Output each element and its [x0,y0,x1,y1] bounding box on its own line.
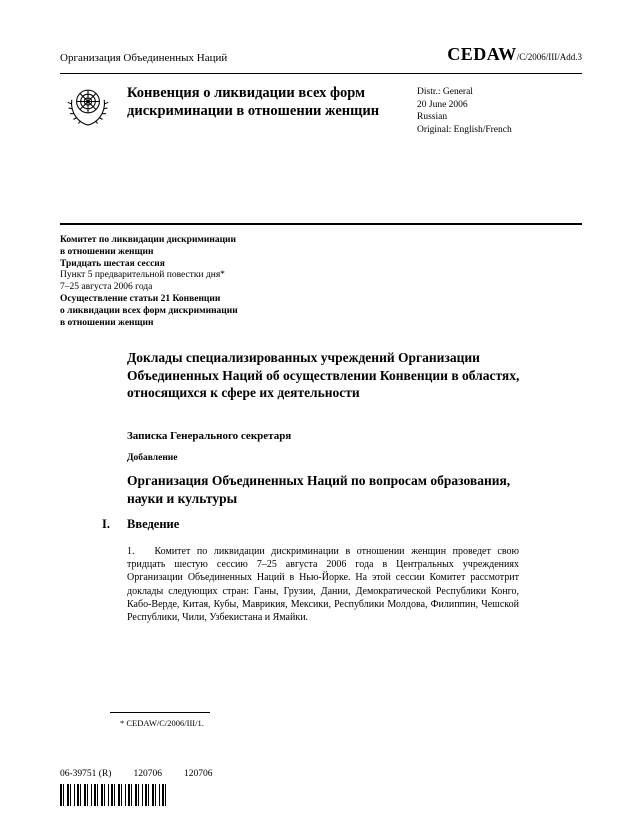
agenda-title-line3: в отношении женщин [60,317,154,328]
agenda-item: Пункт 5 предварительной повестки дня* [60,270,225,281]
paragraph-text: Комитет по ликвидации дискриминации в отношении женщин проведет свою тридцать шестую сессию 7–25 августа 2006 года в Центральных учреждениях Организации Объединенных Наций в Нью-Йорке. На этой сессии Комитет рассмотрит доклады следующих стран: Ганы, Грузии, Дании, Демократической Республики Конго, Кабо-Верде, Китая, Кубы, Маврикия, Мексики, Республики Молдова, Филиппин, Чешской Республики, Чили, Узбекистана и Ямайки. [127,546,519,624]
committee-name-line1: Комитет по ликвидации дискриминации [60,235,237,245]
footer-doc-number: 06-39751 (R) [60,769,112,779]
agenda-title-line2: о ликвидации всех форм дискриминации [60,305,238,316]
language-line: Russian [417,112,448,122]
committee-name-line2: в отношении женщин [60,246,154,257]
addendum-label: Добавление [127,453,178,463]
footer-code-1: 120706 [133,769,162,779]
distr-block [417,86,512,136]
barcode [60,784,168,806]
masthead-rule [60,223,582,225]
convention-title: Конвенция о ликвидации всех форм дискриминации в отношении женщин [127,85,380,119]
footnote-text: * CEDAW/C/2006/III/1. [120,718,204,728]
section-number: I. [102,517,110,531]
un-emblem-icon [62,82,114,134]
header-rule [60,73,582,74]
doc-symbol-suffix: /C/2006/III/Add.3 [516,52,582,62]
distr-line: Distr.: General [417,87,473,97]
agenda-title-line1: Осуществление статьи 21 Конвенции [60,293,221,304]
footer-code-2: 120706 [183,769,213,779]
document-subtitle: Записка Генерального секретаря [127,430,292,442]
agency-title: Организация Объединенных Наций по вопросам образования, науки и культуры [127,473,511,506]
doc-symbol-main: CEDAW [447,44,517,64]
session-number: Тридцать шестая сессия [60,258,165,269]
section-title: Введение [127,517,180,531]
paragraph-number: 1. [127,546,135,557]
org-name: Организация Объединенных Наций [60,52,228,64]
original-line: Original: English/French [417,124,512,135]
session-block [60,235,238,329]
section-heading [102,517,179,532]
session-dates: 7–25 августа 2006 года [60,282,153,293]
paragraph-1 [127,545,519,624]
footnote-rule [110,712,210,713]
doc-symbol [447,44,582,65]
document-title: Доклады специализированных учреждений Организации Объединенных Наций об осуществлении Конвенции в областях, относящихся к сфере их деятельности [127,350,520,400]
footer-id [60,769,234,779]
date-line: 20 June 2006 [417,99,468,110]
